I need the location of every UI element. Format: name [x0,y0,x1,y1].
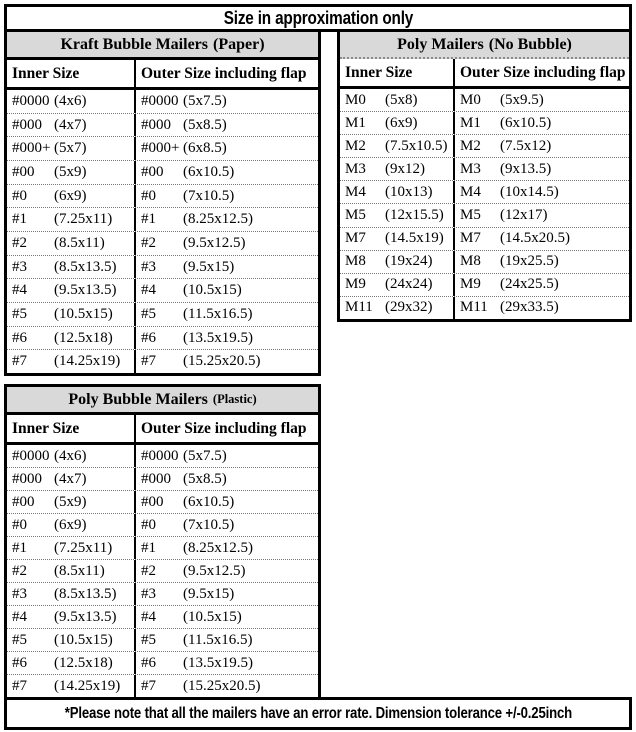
size-dimensions: (13.5x19.5) [183,654,253,671]
table-row [7,445,318,467]
size-label: M7 [345,230,366,247]
column-header-outer: Outer Size including flap [134,415,318,442]
column-header-inner: Inner Size [12,419,80,437]
size-label: M1 [345,114,366,131]
size-dimensions: (8.25x12.5) [183,539,253,556]
table-row [340,180,629,203]
size-dimensions: (12.5x18) [54,654,113,671]
table-row [340,111,629,134]
size-label: #3 [141,258,156,275]
page-title-text: Size in approximation only [223,7,413,28]
table-row [340,227,629,250]
table-row [340,134,629,157]
size-dimensions: (12x17) [500,207,548,224]
size-label: #2 [12,234,27,251]
outer-size-cell [134,279,318,302]
inner-size-cell [340,112,453,134]
table-title-suffix: (Plastic) [212,392,257,406]
outer-size-cell [134,161,318,184]
size-dimensions: (10x14.5) [500,183,559,200]
size-dimensions: (19x25.5) [500,253,559,270]
size-dimensions: (14.5x20.5) [500,230,570,247]
inner-size-cell [7,256,134,279]
size-dimensions: (11.5x16.5) [183,631,253,648]
column-header-outer: Outer Size including flap [453,59,629,86]
size-dimensions: (6x8.5) [183,140,227,157]
size-dimensions: (8.5x13.5) [54,585,117,602]
outer-size-cell [453,158,629,180]
size-label: M11 [460,299,488,316]
size-dimensions: (14.25x19) [54,677,121,694]
size-label: M11 [345,299,373,316]
outer-size-cell [453,297,629,319]
size-dimensions: (19x24) [385,253,433,270]
inner-size-cell [7,185,134,208]
size-dimensions: (7.5x12) [500,137,552,154]
inner-size-cell [340,274,453,296]
size-label: #0000 [12,447,50,464]
size-label: #1 [141,211,156,228]
size-label: M0 [345,91,366,108]
size-dimensions: (7x10.5) [183,187,235,204]
table-row [7,559,318,582]
table-row [340,89,629,111]
size-dimensions: (9x12) [385,160,425,177]
size-dimensions: (5x8.5) [183,470,227,487]
inner-size-cell [7,537,134,559]
size-label: #3 [12,585,27,602]
inner-size-cell [340,181,453,203]
size-label: #7 [141,677,156,694]
table-title-text: Poly Mailers [397,35,484,53]
size-dimensions: (5x9) [54,493,87,510]
size-label: #6 [12,329,27,346]
size-label: #4 [12,282,27,299]
size-dimensions: (6x10.5) [500,114,552,131]
table-row [7,674,318,697]
table-row [7,349,318,373]
size-label: #4 [141,282,156,299]
size-dimensions: (5x7) [54,140,87,157]
outer-size-cell [134,327,318,350]
rows-container [340,89,629,319]
inner-size-cell [7,208,134,231]
column-header-inner: Inner Size [12,64,80,82]
outer-size-cell [134,675,318,697]
size-label: #5 [141,305,156,322]
table-row [7,136,318,160]
size-dimensions: (8.5x11) [54,562,105,579]
size-label: #3 [141,585,156,602]
inner-size-cell [340,251,453,273]
table-row [7,207,318,231]
inner-size-cell [7,675,134,697]
size-label: #7 [141,353,156,370]
inner-size-cell [340,135,453,157]
table-row [7,536,318,559]
table-title [340,32,629,59]
size-label: #0 [141,187,156,204]
size-label: #0 [12,516,27,533]
size-dimensions: (5x8) [385,91,418,108]
size-label: #6 [141,329,156,346]
size-dimensions: (6x9) [54,516,87,533]
page-title [4,4,632,32]
size-label: M7 [460,230,481,247]
size-label: #7 [12,353,27,370]
table-row [7,255,318,279]
inner-size-cell [7,606,134,628]
size-dimensions: (7x10.5) [183,516,235,533]
size-dimensions: (9.5x15) [183,258,235,275]
size-label: #000 [141,470,171,487]
size-label: #4 [141,608,156,625]
size-label: #5 [12,305,27,322]
table-title-suffix: (Paper) [213,35,265,53]
inner-size-cell [7,137,134,160]
size-dimensions: (5x8.5) [183,116,227,133]
column-header-inner: Inner Size [345,63,413,81]
table-row [7,278,318,302]
size-label: #0000 [12,92,50,109]
size-dimensions: (5x9) [54,163,87,180]
outer-size-cell [453,228,629,250]
size-label: #00 [12,163,35,180]
inner-size-cell [7,303,134,326]
size-label: #1 [12,539,27,556]
size-dimensions: (7.25x11) [54,539,113,556]
size-label: M3 [460,160,481,177]
inner-size-cell [7,491,134,513]
size-dimensions: (10x13) [385,183,433,200]
inner-size-cell [340,89,453,111]
outer-size-cell [134,537,318,559]
size-label: #1 [12,211,27,228]
size-dimensions: (9.5x13.5) [54,608,117,625]
inner-size-cell [7,468,134,490]
outer-size-cell [134,583,318,605]
inner-size-cell [7,327,134,350]
table-row [7,467,318,490]
size-dimensions: (10.5x15) [183,608,242,625]
inner-size-cell [7,652,134,674]
outer-size-cell [134,90,318,113]
table-row [7,302,318,326]
size-label: #2 [12,562,27,579]
table-title-suffix: (No Bubble) [488,35,572,53]
size-label: M8 [345,253,366,270]
size-label: #00 [12,493,35,510]
size-label: #0 [12,187,27,204]
size-dimensions: (11.5x16.5) [183,305,253,322]
inner-size-cell [340,297,453,319]
column-header-row [7,415,318,445]
size-dimensions: (29x32) [385,299,433,316]
table-row [7,513,318,536]
table-row [7,231,318,255]
size-label: #6 [12,654,27,671]
size-label: #000 [12,116,42,133]
rows-container [7,445,318,697]
outer-size-cell [453,112,629,134]
size-label: M2 [460,137,481,154]
size-label: M5 [345,207,366,224]
table-row [7,605,318,628]
size-label: #7 [12,677,27,694]
column-header-row [340,59,629,89]
size-dimensions: (9.5x15) [183,585,235,602]
size-dimensions: (6x9) [385,114,418,131]
table-row [7,160,318,184]
column-header-row [7,60,318,90]
poly-mailers-table [337,29,632,322]
outer-size-cell [134,232,318,255]
size-label: #00 [141,163,164,180]
table-row [340,250,629,273]
size-label: #2 [141,234,156,251]
size-dimensions: (5x7.5) [183,447,227,464]
size-dimensions: (15.25x20.5) [183,677,261,694]
size-dimensions: (29x33.5) [500,299,559,316]
outer-size-cell [134,560,318,582]
size-dimensions: (9.5x13.5) [54,282,117,299]
size-label: #4 [12,608,27,625]
size-label: #000+ [12,140,51,157]
size-dimensions: (5x7.5) [183,92,227,109]
size-dimensions: (9x13.5) [500,160,552,177]
size-label: #1 [141,539,156,556]
size-label: M9 [345,276,366,293]
size-dimensions: (7.25x11) [54,211,113,228]
size-dimensions: (14.25x19) [54,353,121,370]
size-label: #0 [141,516,156,533]
table-row [7,90,318,113]
size-dimensions: (10.5x15) [54,305,113,322]
table-row [7,113,318,137]
size-label: #5 [141,631,156,648]
inner-size-cell [7,445,134,467]
inner-size-cell [7,114,134,137]
table-row [7,582,318,605]
outer-size-cell [453,204,629,226]
table-row [340,273,629,296]
size-label: #0000 [141,447,179,464]
size-dimensions: (8.5x11) [54,234,105,251]
size-dimensions: (6x10.5) [183,493,235,510]
size-label: #000 [12,470,42,487]
inner-size-cell [340,204,453,226]
outer-size-cell [134,606,318,628]
size-label: #000+ [141,140,180,157]
size-dimensions: (4x7) [54,470,87,487]
size-dimensions: (4x6) [54,92,87,109]
size-dimensions: (10.5x15) [54,631,113,648]
kraft-bubble-mailers-table [4,29,321,376]
size-label: M5 [460,207,481,224]
size-dimensions: (8.25x12.5) [183,211,253,228]
size-label: #6 [141,654,156,671]
size-label: M1 [460,114,481,131]
inner-size-cell [7,90,134,113]
size-dimensions: (9.5x12.5) [183,234,246,251]
size-dimensions: (24x24) [385,276,433,293]
outer-size-cell [453,181,629,203]
outer-size-cell [134,491,318,513]
size-label: M8 [460,253,481,270]
table-title-text: Kraft Bubble Mailers [60,35,208,53]
outer-size-cell [134,137,318,160]
outer-size-cell [134,514,318,536]
table-row [7,184,318,208]
table-title-text: Poly Bubble Mailers [68,390,208,408]
size-dimensions: (6x9) [54,187,87,204]
table-title [7,387,318,415]
size-label: M3 [345,160,366,177]
size-dimensions: (4x7) [54,116,87,133]
size-label: M4 [460,183,481,200]
size-dimensions: (15.25x20.5) [183,353,261,370]
outer-size-cell [134,468,318,490]
size-dimensions: (24x25.5) [500,276,559,293]
inner-size-cell [7,629,134,651]
inner-size-cell [7,161,134,184]
footer-note [4,697,632,730]
outer-size-cell [134,350,318,373]
table-row [340,203,629,226]
size-label: M0 [460,91,481,108]
size-label: #3 [12,258,27,275]
size-label: M2 [345,137,366,154]
size-dimensions: (4x6) [54,447,87,464]
rows-container [7,90,318,373]
column-header-outer: Outer Size including flap [134,60,318,87]
size-label: #00 [141,493,164,510]
outer-size-cell [134,629,318,651]
inner-size-cell [340,228,453,250]
size-dimensions: (13.5x19.5) [183,329,253,346]
outer-size-cell [453,274,629,296]
outer-size-cell [134,185,318,208]
inner-size-cell [7,583,134,605]
footer-note-text: *Please note that all the mailers have an error rate. Dimension tolerance +/-0.25inch [64,704,572,722]
size-label: M4 [345,183,366,200]
outer-size-cell [453,251,629,273]
size-dimensions: (12x15.5) [385,207,444,224]
size-label: #0000 [141,92,179,109]
size-dimensions: (14.5x19) [385,230,444,247]
size-dimensions: (6x10.5) [183,163,235,180]
size-dimensions: (12.5x18) [54,329,113,346]
outer-size-cell [134,445,318,467]
table-row [340,157,629,180]
table-row [7,326,318,350]
inner-size-cell [7,350,134,373]
size-label: M9 [460,276,481,293]
table-row [7,628,318,651]
outer-size-cell [134,303,318,326]
size-dimensions: (5x9.5) [500,91,544,108]
table-row [340,296,629,319]
inner-size-cell [7,560,134,582]
inner-size-cell [7,279,134,302]
outer-size-cell [134,114,318,137]
inner-size-cell [340,158,453,180]
poly-bubble-mailers-table [4,384,321,700]
table-row [7,651,318,674]
table-row [7,490,318,513]
size-label: #000 [141,116,171,133]
size-dimensions: (7.5x10.5) [385,137,448,154]
outer-size-cell [453,89,629,111]
size-dimensions: (10.5x15) [183,282,242,299]
size-label: #5 [12,631,27,648]
size-dimensions: (8.5x13.5) [54,258,117,275]
size-label: #2 [141,562,156,579]
size-dimensions: (9.5x12.5) [183,562,246,579]
inner-size-cell [7,514,134,536]
outer-size-cell [134,256,318,279]
table-title [7,32,318,60]
outer-size-cell [134,652,318,674]
outer-size-cell [134,208,318,231]
outer-size-cell [453,135,629,157]
inner-size-cell [7,232,134,255]
